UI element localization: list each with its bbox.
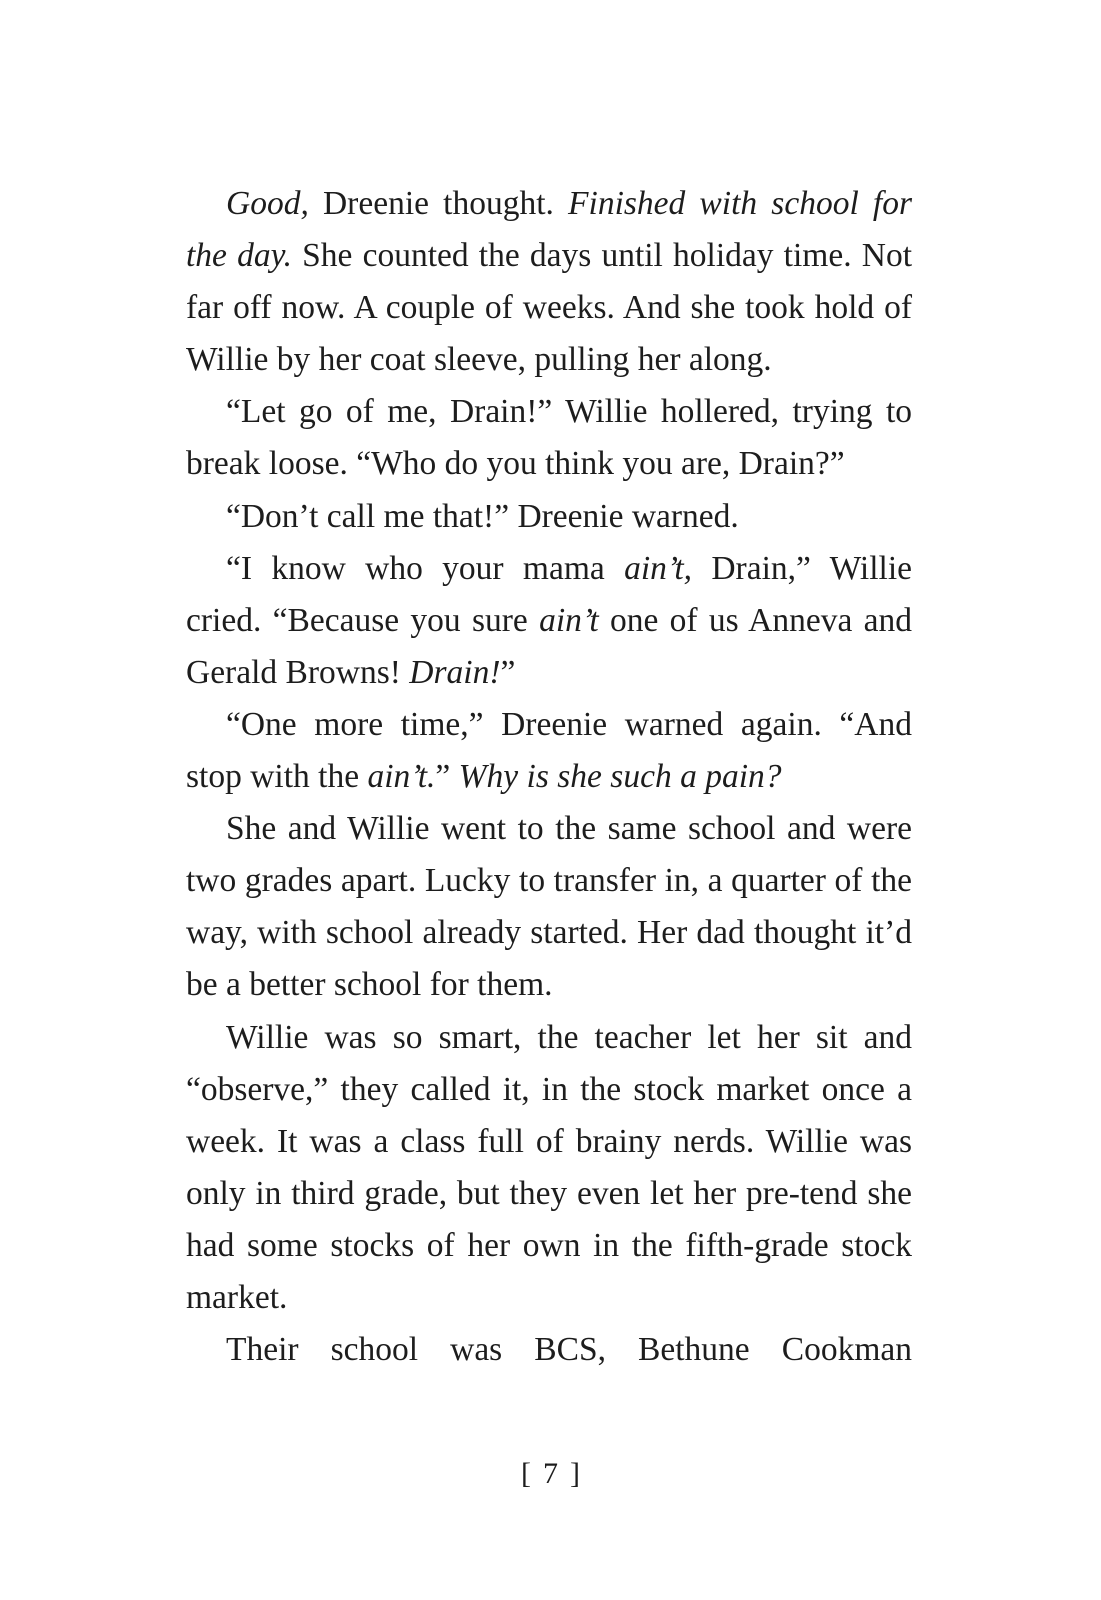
text-segment: Dreenie thought. — [308, 185, 569, 222]
page-number: 7 — [543, 1457, 558, 1490]
text-segment: She and Willie went to the same school and were two grades apart. Lucky to transfer in, a quarter of the way, with school already started. Her dad thought it’d be a better school for them. — [186, 810, 912, 1004]
text-segment: She counted the days until holiday time. Not far off now. A couple of weeks. And she took hold of Willie by her coat sleeve, pulling her along. — [186, 237, 913, 379]
body-text — [186, 178, 912, 1376]
paragraph — [186, 1012, 912, 1325]
text-segment: “One more time,” Dreenie warned again. “And stop with the — [186, 705, 912, 796]
text-segment: Good, — [226, 185, 309, 222]
paragraph — [186, 386, 912, 490]
text-segment: “Don’t call me that!” Dreenie warned. — [226, 497, 739, 535]
text-segment: Drain,” Willie cried. “Because you sure — [186, 549, 912, 639]
text-segment: one of us Anneva and Gerald Browns! — [186, 601, 912, 691]
text-segment: ” — [435, 758, 459, 796]
paragraph — [186, 699, 912, 803]
paragraph — [186, 1324, 912, 1376]
text-segment: Drain! — [409, 653, 501, 691]
folio-left-bracket: [ — [521, 1457, 531, 1490]
text-segment: Their school was BCS, Bethune Cookman — [226, 1331, 912, 1369]
paragraph — [186, 491, 912, 543]
text-segment: “Let go of me, Drain!” Willie hollered, trying to break loose. “Who do you think you are, Drain?” — [186, 393, 912, 483]
paragraph — [186, 803, 912, 1011]
text-segment: ain’t — [539, 601, 599, 639]
text-segment: ain’t. — [367, 758, 436, 796]
folio-right-bracket: ] — [570, 1457, 580, 1490]
paragraph — [186, 543, 912, 699]
text-segment: Why is she such a pain? — [458, 758, 782, 796]
text-segment: Willie was so smart, the teacher let her sit and “observe,” they called it, in the stock market once a week. It was a class full of brainy nerds. Willie was only in third grade, but they even let her pre-tend she had some stocks of her own in the fifth-grade stock market. — [186, 1018, 912, 1316]
text-segment: “I know who your mama — [226, 549, 625, 587]
text-segment: Finished with school for the day. — [186, 185, 913, 275]
paragraph — [186, 178, 912, 386]
text-segment: ” — [500, 653, 516, 691]
text-segment: ain’t, — [624, 549, 693, 587]
page-number-folio — [0, 1457, 1101, 1491]
